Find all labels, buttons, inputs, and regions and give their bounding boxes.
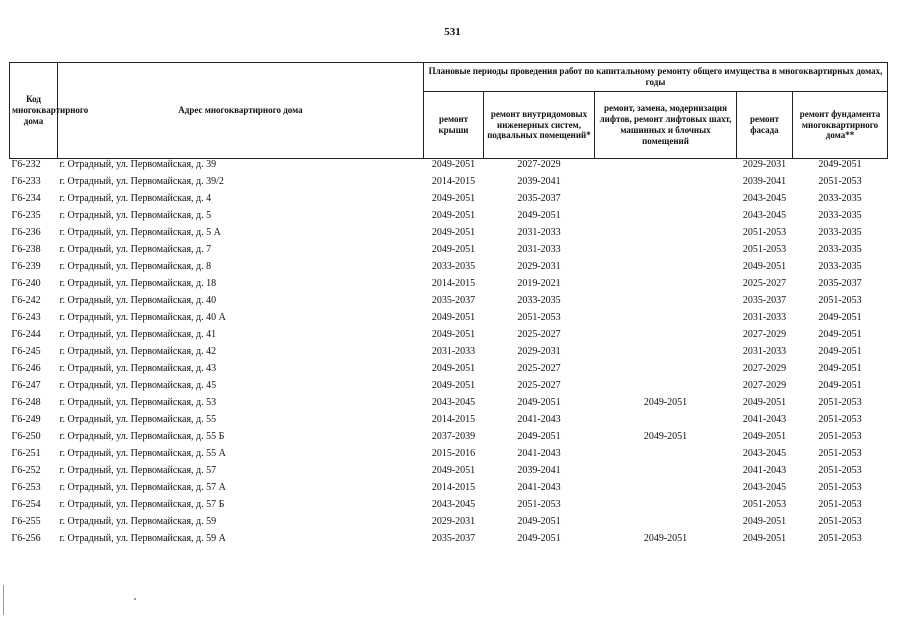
cell-code: Г6-232 (11, 159, 41, 170)
cell-address: г. Отрадный, ул. Первомайская, д. 8 (59, 261, 212, 272)
cell-elevators (595, 159, 737, 177)
table-row (10, 244, 888, 261)
scan-mark (134, 598, 136, 600)
cell-roof: 2049-2051 (431, 312, 476, 323)
cell-foundation: 2051-2053 (818, 499, 862, 510)
cell-elevators (595, 227, 737, 244)
cell-foundation: 2051-2053 (818, 516, 862, 527)
table-row (10, 227, 888, 244)
cell-elevators (595, 312, 737, 329)
cell-facade: 2043-2045 (742, 210, 787, 221)
cell-foundation: 2049-2051 (818, 329, 862, 340)
cell-elevators (595, 380, 737, 397)
cell-elevators (595, 448, 737, 465)
cell-elevators (595, 295, 737, 312)
cell-engineering: 2025-2027 (517, 363, 561, 374)
cell-address: г. Отрадный, ул. Первомайская, д. 42 (59, 346, 217, 357)
table-row (10, 431, 888, 448)
cell-address: г. Отрадный, ул. Первомайская, д. 57 Б (59, 499, 225, 510)
cell-code: Г6-250 (11, 431, 41, 442)
cell-code: Г6-251 (11, 448, 41, 459)
cell-facade: 2027-2029 (742, 329, 787, 340)
cell-roof: 2037-2039 (431, 431, 476, 442)
cell-elevators (595, 176, 737, 193)
cell-address: г. Отрадный, ул. Первомайская, д. 53 (59, 397, 217, 408)
cell-foundation: 2051-2053 (818, 431, 862, 442)
cell-elevators (595, 210, 737, 227)
cell-elevators (595, 244, 737, 261)
cell-engineering: 2027-2029 (517, 159, 561, 170)
cell-address: г. Отрадный, ул. Первомайская, д. 55 (59, 414, 217, 425)
header-address: Адрес многоквартирного дома (58, 63, 424, 159)
table-row (10, 414, 888, 431)
table-row (10, 397, 888, 414)
cell-facade: 2043-2045 (742, 482, 787, 493)
cell-engineering: 2019-2021 (517, 278, 561, 289)
cell-foundation: 2033-2035 (818, 244, 862, 255)
cell-address: г. Отрадный, ул. Первомайская, д. 55 А (59, 448, 226, 459)
table-row (10, 176, 888, 193)
cell-code: Г6-244 (11, 329, 41, 340)
table-body (10, 159, 888, 551)
cell-engineering: 2033-2035 (517, 295, 561, 306)
cell-elevators (595, 499, 737, 516)
cell-facade: 2041-2043 (742, 465, 787, 476)
cell-facade: 2041-2043 (742, 414, 787, 425)
cell-code: Г6-246 (11, 363, 41, 374)
capital-repair-table (9, 62, 888, 550)
cell-elevators: 2049-2051 (643, 533, 688, 544)
cell-address: г. Отрадный, ул. Первомайская, д. 43 (59, 363, 217, 374)
scan-mark (3, 585, 4, 615)
cell-code: Г6-234 (11, 193, 41, 204)
cell-elevators: 2049-2051 (643, 397, 688, 408)
cell-roof: 2049-2051 (431, 465, 476, 476)
cell-roof: 2049-2051 (431, 227, 476, 238)
cell-roof: 2014-2015 (431, 176, 476, 187)
cell-facade: 2029-2031 (742, 159, 787, 170)
cell-engineering: 2025-2027 (517, 329, 561, 340)
cell-code: Г6-238 (11, 244, 41, 255)
table-row (10, 329, 888, 346)
page-number: 531 (444, 26, 461, 38)
cell-engineering: 2041-2043 (517, 482, 561, 493)
header-code: Код многоквартирного дома (10, 63, 58, 159)
table-row (10, 465, 888, 482)
cell-facade: 2049-2051 (742, 431, 787, 442)
cell-code: Г6-235 (11, 210, 41, 221)
cell-elevators (595, 329, 737, 346)
cell-elevators (595, 363, 737, 380)
table-row (10, 346, 888, 363)
cell-roof: 2049-2051 (431, 380, 476, 391)
cell-address: г. Отрадный, ул. Первомайская, д. 59 (59, 516, 217, 527)
cell-engineering: 2031-2033 (517, 227, 561, 238)
cell-elevators (595, 346, 737, 363)
cell-facade: 2043-2045 (742, 193, 787, 204)
cell-roof: 2049-2051 (431, 193, 476, 204)
cell-code: Г6-252 (11, 465, 41, 476)
cell-foundation: 2049-2051 (818, 363, 862, 374)
cell-foundation: 2051-2053 (818, 414, 862, 425)
cell-code: Г6-242 (11, 295, 41, 306)
cell-code: Г6-256 (11, 533, 41, 544)
cell-engineering: 2035-2037 (517, 193, 561, 204)
cell-code: Г6-254 (11, 499, 41, 510)
cell-foundation: 2049-2051 (818, 380, 862, 391)
header-periods-group: Плановые периоды проведения работ по капитальному ремонту общего имущества в многоквартирных домах, годы (424, 63, 888, 92)
cell-code: Г6-243 (11, 312, 41, 323)
header-elevators: ремонт, замена, модернизация лифтов, ремонт лифтовых шахт, машинных и блочных помещений (595, 92, 737, 159)
cell-foundation: 2033-2035 (818, 210, 862, 221)
cell-facade: 2049-2051 (742, 397, 787, 408)
cell-code: Г6-247 (11, 380, 41, 391)
cell-address: г. Отрадный, ул. Первомайская, д. 18 (59, 278, 217, 289)
cell-engineering: 2049-2051 (517, 533, 561, 544)
cell-roof: 2035-2037 (431, 295, 476, 306)
cell-engineering: 2041-2043 (517, 448, 561, 459)
cell-roof: 2035-2037 (431, 533, 476, 544)
table-row (10, 278, 888, 295)
cell-elevators (595, 278, 737, 295)
cell-facade: 2051-2053 (742, 244, 787, 255)
cell-engineering: 2049-2051 (517, 397, 561, 408)
cell-foundation: 2033-2035 (818, 227, 862, 238)
cell-address: г. Отрадный, ул. Первомайская, д. 57 (59, 465, 217, 476)
header-foundation: ремонт фундамента многоквартирного дома** (793, 92, 888, 159)
cell-address: г. Отрадный, ул. Первомайская, д. 41 (59, 329, 217, 340)
cell-elevators: 2049-2051 (643, 431, 688, 442)
cell-engineering: 2049-2051 (517, 210, 561, 221)
cell-address: г. Отрадный, ул. Первомайская, д. 39 (59, 159, 217, 170)
cell-facade: 2051-2053 (742, 499, 787, 510)
cell-engineering: 2025-2027 (517, 380, 561, 391)
cell-foundation: 2035-2037 (818, 278, 862, 289)
cell-address: г. Отрадный, ул. Первомайская, д. 5 (59, 210, 212, 221)
cell-roof: 2049-2051 (431, 244, 476, 255)
cell-engineering: 2049-2051 (517, 516, 561, 527)
cell-address: г. Отрадный, ул. Первомайская, д. 57 А (59, 482, 226, 493)
header-facade: ремонт фасада (737, 92, 793, 159)
cell-roof: 2014-2015 (431, 278, 476, 289)
cell-code: Г6-245 (11, 346, 41, 357)
cell-address: г. Отрадный, ул. Первомайская, д. 5 А (59, 227, 221, 238)
cell-roof: 2049-2051 (431, 210, 476, 221)
cell-engineering: 2041-2043 (517, 414, 561, 425)
cell-elevators (595, 465, 737, 482)
table-row (10, 295, 888, 312)
cell-address: г. Отрадный, ул. Первомайская, д. 4 (59, 193, 212, 204)
cell-code: Г6-239 (11, 261, 41, 272)
cell-foundation: 2051-2053 (818, 482, 862, 493)
cell-address: г. Отрадный, ул. Первомайская, д. 40 А (59, 312, 226, 323)
cell-code: Г6-236 (11, 227, 41, 238)
cell-engineering: 2039-2041 (517, 465, 561, 476)
cell-elevators (595, 193, 737, 210)
table-row (10, 499, 888, 516)
cell-facade: 2039-2041 (742, 176, 787, 187)
cell-roof: 2031-2033 (431, 346, 476, 357)
cell-address: г. Отрадный, ул. Первомайская, д. 39/2 (59, 176, 224, 187)
cell-facade: 2035-2037 (742, 295, 787, 306)
cell-foundation: 2051-2053 (818, 533, 862, 544)
table-row (10, 516, 888, 533)
cell-roof: 2014-2015 (431, 482, 476, 493)
cell-roof: 2043-2045 (431, 499, 476, 510)
cell-roof: 2049-2051 (431, 363, 476, 374)
cell-elevators (595, 261, 737, 278)
cell-foundation: 2033-2035 (818, 261, 862, 272)
cell-address: г. Отрадный, ул. Первомайская, д. 40 (59, 295, 217, 306)
cell-foundation: 2051-2053 (818, 465, 862, 476)
table-row (10, 261, 888, 278)
cell-foundation: 2033-2035 (818, 193, 862, 204)
cell-code: Г6-248 (11, 397, 41, 408)
cell-engineering: 2039-2041 (517, 176, 561, 187)
table-row (10, 210, 888, 227)
cell-facade: 2031-2033 (742, 312, 787, 323)
cell-roof: 2043-2045 (431, 397, 476, 408)
cell-address: г. Отрадный, ул. Первомайская, д. 7 (59, 244, 212, 255)
cell-elevators (595, 482, 737, 499)
cell-engineering: 2049-2051 (517, 431, 561, 442)
table-row (10, 159, 888, 177)
header-engineering: ремонт внутридомовых инженерных систем, подвальных помещений* (484, 92, 595, 159)
cell-elevators (595, 414, 737, 431)
cell-facade: 2025-2027 (742, 278, 787, 289)
cell-facade: 2049-2051 (742, 533, 787, 544)
table-row (10, 363, 888, 380)
cell-facade: 2051-2053 (742, 227, 787, 238)
cell-address: г. Отрадный, ул. Первомайская, д. 45 (59, 380, 217, 391)
cell-code: Г6-249 (11, 414, 41, 425)
cell-foundation: 2049-2051 (818, 312, 862, 323)
cell-roof: 2049-2051 (431, 329, 476, 340)
cell-facade: 2043-2045 (742, 448, 787, 459)
table-row (10, 312, 888, 329)
table-row (10, 448, 888, 465)
cell-foundation: 2049-2051 (818, 346, 862, 357)
cell-code: Г6-253 (11, 482, 41, 493)
table-row (10, 380, 888, 397)
cell-address: г. Отрадный, ул. Первомайская, д. 55 Б (59, 431, 225, 442)
cell-facade: 2031-2033 (742, 346, 787, 357)
cell-code: Г6-240 (11, 278, 41, 289)
cell-roof: 2033-2035 (431, 261, 476, 272)
header-roof: ремонт крыши (424, 92, 484, 159)
cell-roof: 2014-2015 (431, 414, 476, 425)
cell-engineering: 2029-2031 (517, 261, 561, 272)
cell-facade: 2027-2029 (742, 363, 787, 374)
cell-foundation: 2051-2053 (818, 176, 862, 187)
cell-engineering: 2051-2053 (517, 312, 561, 323)
cell-address: г. Отрадный, ул. Первомайская, д. 59 А (59, 533, 226, 544)
cell-facade: 2027-2029 (742, 380, 787, 391)
cell-foundation: 2051-2053 (818, 448, 862, 459)
cell-foundation: 2049-2051 (818, 159, 862, 170)
table-row (10, 482, 888, 499)
cell-roof: 2049-2051 (431, 159, 476, 170)
cell-elevators (595, 516, 737, 533)
cell-engineering: 2051-2053 (517, 499, 561, 510)
cell-foundation: 2051-2053 (818, 295, 862, 306)
cell-code: Г6-255 (11, 516, 41, 527)
cell-engineering: 2029-2031 (517, 346, 561, 357)
cell-foundation: 2051-2053 (818, 397, 862, 408)
table-row (10, 193, 888, 210)
cell-code: Г6-233 (11, 176, 41, 187)
table-row (10, 533, 888, 550)
cell-engineering: 2031-2033 (517, 244, 561, 255)
cell-roof: 2029-2031 (431, 516, 476, 527)
cell-facade: 2049-2051 (742, 516, 787, 527)
cell-facade: 2049-2051 (742, 261, 787, 272)
cell-roof: 2015-2016 (431, 448, 476, 459)
